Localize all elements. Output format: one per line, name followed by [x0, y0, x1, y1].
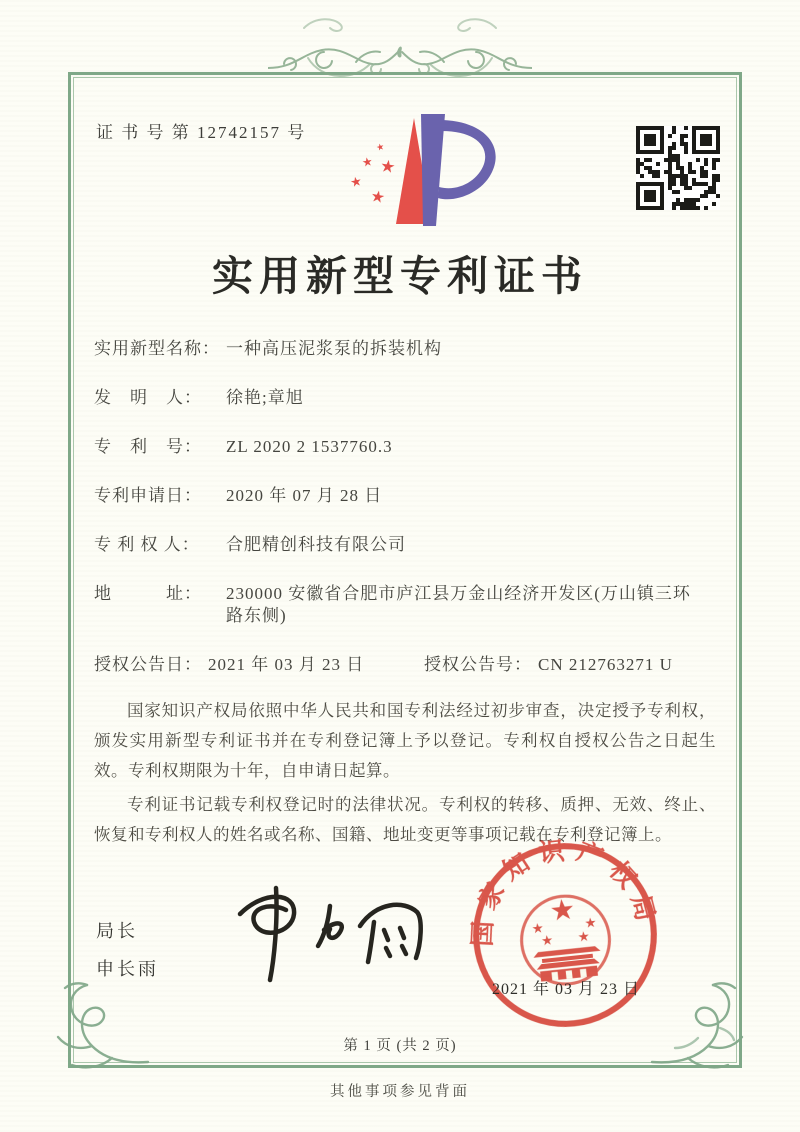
signature-handwriting	[212, 872, 442, 992]
field-row-patent-number	[94, 436, 716, 458]
cnipa-logo	[335, 104, 505, 236]
field-row-utility-model-name	[94, 338, 716, 360]
page-number: 第 1 页 (共 2 页)	[343, 1038, 457, 1054]
field-row-filing-date	[94, 485, 716, 507]
svg-text:★: ★	[540, 932, 554, 949]
back-note: 其他事项参见背面	[330, 1084, 470, 1100]
field-label: 发 明 人：	[94, 388, 202, 407]
legal-paragraph-1: 国家知识产权局依照中华人民共和国专利法经过初步审查，决定授予专利权，颁发实用新型专利证书并在专利登记簿上予以登记。专利权自授权公告之日起生效。专利权期限为十年，自申请日起算。	[94, 701, 716, 780]
svg-text:★: ★	[530, 920, 545, 937]
legal-paragraph-2: 专利证书记载专利权登记时的法律状况。专利权的转移、质押、无效、终止、恢复和专利权人的姓名或名称、国籍、地址变更等事项记载在专利登记簿上。	[94, 795, 716, 844]
field-label: 授权公告日：	[94, 655, 202, 674]
field-row-grant	[94, 654, 716, 676]
logo-stars	[349, 141, 397, 207]
seal-date: 2021 年 03 月 23 日	[491, 981, 640, 998]
field-value: 2020 年 07 月 28 日	[226, 486, 383, 505]
field-label: 实用新型名称：	[94, 339, 220, 358]
svg-text:★: ★	[548, 894, 577, 929]
signer-name: 申长雨	[96, 959, 159, 979]
svg-text:★: ★	[360, 154, 374, 170]
field-label: 专 利 号：	[94, 437, 202, 456]
legal-paragraphs	[94, 696, 716, 850]
field-label: 授权公告号：	[424, 655, 532, 674]
field-grant-number	[424, 654, 673, 676]
field-row-address	[94, 583, 716, 627]
seal-national-emblem	[517, 891, 614, 988]
field-value: 230000 安徽省合肥市庐江县万金山经济开发区(万山镇三环路东侧)	[226, 584, 691, 625]
svg-text:★: ★	[378, 156, 397, 178]
official-seal	[458, 828, 671, 1041]
field-label: 专利申请日：	[94, 486, 202, 505]
field-value: 2021 年 03 月 23 日	[208, 655, 365, 674]
field-label: 专 利 权 人：	[94, 535, 200, 554]
field-value: CN 212763271 U	[538, 655, 673, 674]
svg-text:★: ★	[583, 914, 598, 931]
svg-text:★: ★	[375, 141, 386, 153]
field-label: 地 址：	[94, 584, 202, 603]
svg-text:国家知识产权局	[458, 828, 663, 950]
field-value: 合肥精创科技有限公司	[226, 535, 406, 554]
certificate-body	[94, 338, 716, 854]
svg-text:★: ★	[369, 187, 387, 208]
top-flourish-ornament	[268, 6, 532, 96]
field-row-patentee	[94, 534, 716, 556]
svg-text:★: ★	[348, 173, 364, 191]
signer-title: 局长	[96, 921, 138, 941]
seal-text: 国家知识产权局	[467, 835, 663, 948]
certificate-title: 实用新型专利证书	[212, 253, 588, 299]
field-value: ZL 2020 2 1537760.3	[226, 437, 393, 456]
qr-code	[636, 126, 720, 210]
signer-block	[96, 912, 159, 988]
field-grant-date	[94, 654, 424, 676]
bottom-left-flourish-ornament	[50, 982, 150, 1072]
field-value: 一种高压泥浆泵的拆装机构	[226, 339, 442, 358]
certificate-number: 证 书 号 第 12742157 号	[96, 123, 307, 142]
svg-text:★: ★	[576, 928, 591, 945]
field-row-inventor	[94, 387, 716, 409]
field-value: 徐艳;章旭	[226, 388, 304, 407]
